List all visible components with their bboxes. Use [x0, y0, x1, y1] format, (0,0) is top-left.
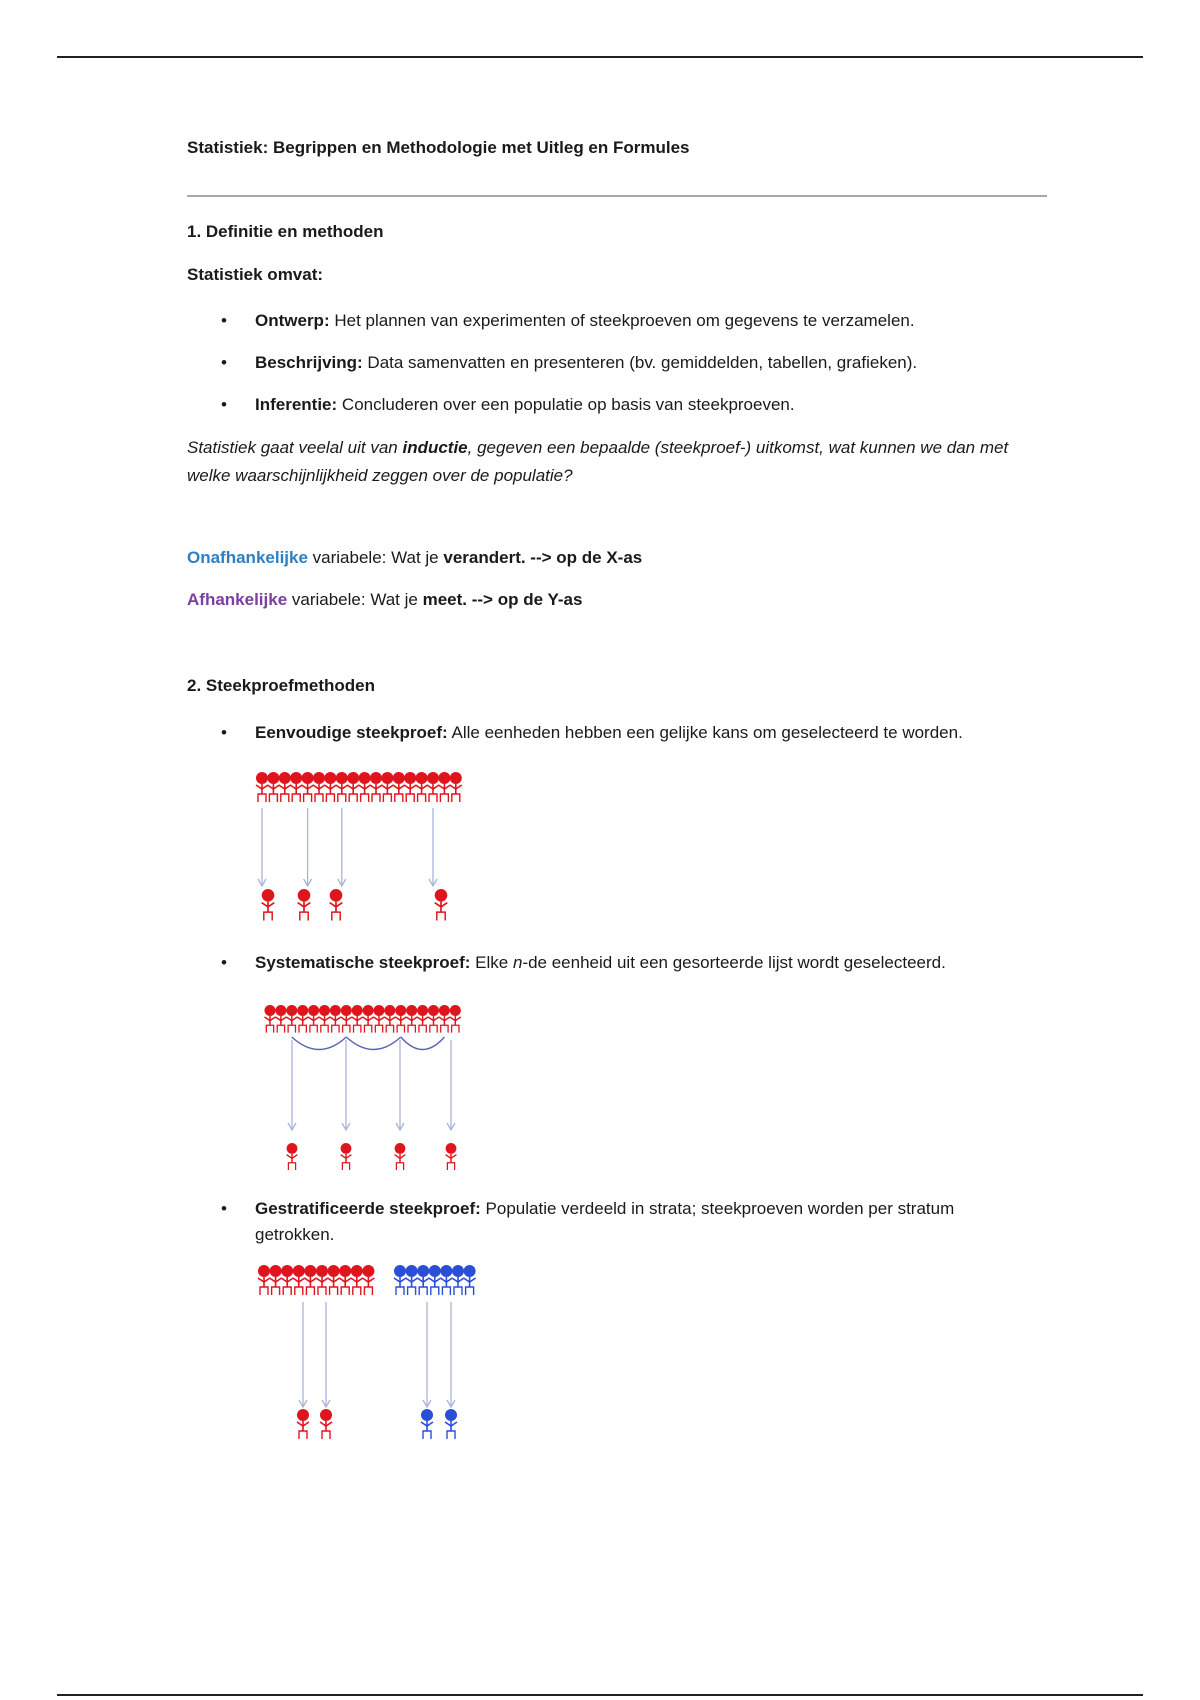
population-person-icon [393, 772, 405, 802]
population-person-icon [359, 772, 371, 802]
bullet-text: Concluderen over een populatie op basis van steekproeven. [337, 395, 795, 414]
population-person-icon [297, 1005, 308, 1033]
interval-arc [401, 1037, 445, 1050]
population-person-icon [404, 772, 416, 802]
sample-person-icon [445, 1409, 457, 1439]
population-person-icon [270, 1265, 282, 1295]
population-person-icon [328, 1265, 340, 1295]
document-title: Statistiek: Begrippen en Methodologie met Uitleg en Formules [187, 138, 690, 157]
method-text: -de eenheid uit een gesorteerde lijst wordt geselecteerd. [522, 953, 946, 972]
population-person-icon [370, 772, 382, 802]
dependent-variable-term: Afhankelijke [187, 590, 288, 609]
sample-person-icon [297, 1409, 309, 1439]
population-person-icon [267, 772, 279, 802]
bullet-term: Inferentie: [255, 395, 338, 414]
population-person-icon [384, 1005, 395, 1033]
population-person-icon [450, 1005, 461, 1033]
population-person-icon [381, 772, 393, 802]
population-person-icon [363, 1005, 374, 1033]
sample-arrow [288, 1040, 296, 1130]
population-person-icon [406, 1265, 418, 1295]
interval-arc [346, 1037, 401, 1050]
method-term: Gestratificeerde steekproef: [255, 1199, 481, 1218]
sample-person-icon [298, 889, 311, 921]
population-person-icon [351, 1265, 363, 1295]
bullet-text: Data samenvatten en presenteren (bv. gemiddelden, tabellen, grafieken). [362, 353, 918, 372]
sample-arrow [258, 808, 266, 886]
population-person-icon [313, 772, 325, 802]
population-person-icon [290, 772, 302, 802]
sample-arrow [304, 808, 312, 886]
sample-person-icon [320, 1409, 332, 1439]
sample-arrow [447, 1302, 455, 1407]
method-text: Alle eenheden hebben een gelijke kans om geselecteerd te worden. [447, 723, 963, 742]
bullet-term: Beschrijving: [255, 353, 363, 372]
population-person-icon [464, 1265, 476, 1295]
bullet-icon: • [221, 953, 227, 972]
population-person-icon [258, 1265, 270, 1295]
method-italic: n [512, 953, 523, 972]
bullet-icon: • [221, 353, 227, 372]
population-person-icon [450, 772, 462, 802]
sample-arrow [322, 1302, 330, 1407]
population-person-icon [324, 772, 336, 802]
sample-person-icon [287, 1143, 298, 1170]
population-person-icon [417, 1005, 428, 1033]
population-person-icon [319, 1005, 330, 1033]
population-person-icon [394, 1265, 406, 1295]
population-person-icon [417, 1265, 429, 1295]
sample-person-icon [395, 1143, 406, 1170]
sample-person-icon [262, 889, 275, 921]
population-person-icon [406, 1005, 417, 1033]
independent-variable-text: variabele: Wat je [307, 548, 444, 567]
bullet-icon: • [221, 311, 227, 330]
population-person-icon [362, 1265, 374, 1295]
bullet-text: Het plannen van experimenten of steekproeven om gegevens te verzamelen. [329, 311, 915, 330]
sample-arrow [299, 1302, 307, 1407]
population-person-icon [264, 1005, 275, 1033]
population-person-icon [302, 772, 314, 802]
population-person-icon [308, 1005, 319, 1033]
bullet-icon: • [221, 395, 227, 414]
sample-person-icon [341, 1143, 352, 1170]
bullet-icon: • [221, 723, 227, 742]
section-1-heading: 1. Definitie en methoden [187, 222, 384, 241]
sample-arrow [342, 1040, 350, 1130]
population-person-icon [304, 1265, 316, 1295]
sample-person-icon [446, 1143, 457, 1170]
method-text: Populatie verdeeld in strata; steekproeven worden per stratum getrokken. [255, 1199, 955, 1244]
population-person-icon [281, 1265, 293, 1295]
population-person-icon [452, 1265, 464, 1295]
population-person-icon [429, 1265, 441, 1295]
population-person-icon [316, 1265, 328, 1295]
population-person-icon [339, 1265, 351, 1295]
population-person-icon [286, 1005, 297, 1033]
method-text-pre: Elke [470, 953, 513, 972]
sample-arrow [338, 808, 346, 886]
sample-arrow [447, 1040, 455, 1130]
sample-person-icon [330, 889, 343, 921]
induction-term: inductie [402, 438, 468, 457]
population-person-icon [256, 772, 268, 802]
population-person-icon [428, 1005, 439, 1033]
bullet-term: Ontwerp: [255, 311, 330, 330]
population-person-icon [438, 772, 450, 802]
population-person-icon [275, 1005, 286, 1033]
interval-arc [292, 1037, 347, 1050]
section-1-subheading: Statistiek omvat: [187, 265, 324, 284]
sample-arrow [423, 1302, 431, 1407]
sample-arrow [396, 1040, 404, 1130]
population-person-icon [440, 1265, 452, 1295]
induction-text-post: , gegeven een bepaalde (steekproef-) uitkomst, wat kunnen we dan met welke waarschijnlijkheid zeggen over de populatie? [187, 438, 1009, 485]
dependent-variable-axis: meet. --> op de Y-as [422, 590, 583, 609]
population-person-icon [330, 1005, 341, 1033]
population-person-icon [336, 772, 348, 802]
induction-text-pre: Statistiek gaat veelal uit van [187, 438, 403, 457]
sample-arrow [429, 808, 437, 886]
bullet-icon: • [221, 1199, 227, 1218]
population-person-icon [416, 772, 428, 802]
independent-variable-axis: verandert. --> op de X-as [443, 548, 643, 567]
population-person-icon [341, 1005, 352, 1033]
population-person-icon [279, 772, 291, 802]
population-person-icon [373, 1005, 384, 1033]
bottom-rule [57, 1694, 1143, 1696]
population-person-icon [439, 1005, 450, 1033]
dependent-variable-text: variabele: Wat je [287, 590, 423, 609]
population-person-icon [395, 1005, 406, 1033]
population-person-icon [352, 1005, 363, 1033]
population-person-icon [293, 1265, 305, 1295]
population-person-icon [427, 772, 439, 802]
sample-person-icon [435, 889, 448, 921]
population-person-icon [347, 772, 359, 802]
sample-person-icon [421, 1409, 433, 1439]
independent-variable-term: Onafhankelijke [187, 548, 308, 567]
section-2-heading: 2. Steekproefmethoden [187, 676, 375, 695]
method-term: Eenvoudige steekproef: [255, 723, 448, 742]
method-term: Systematische steekproef: [255, 953, 471, 972]
